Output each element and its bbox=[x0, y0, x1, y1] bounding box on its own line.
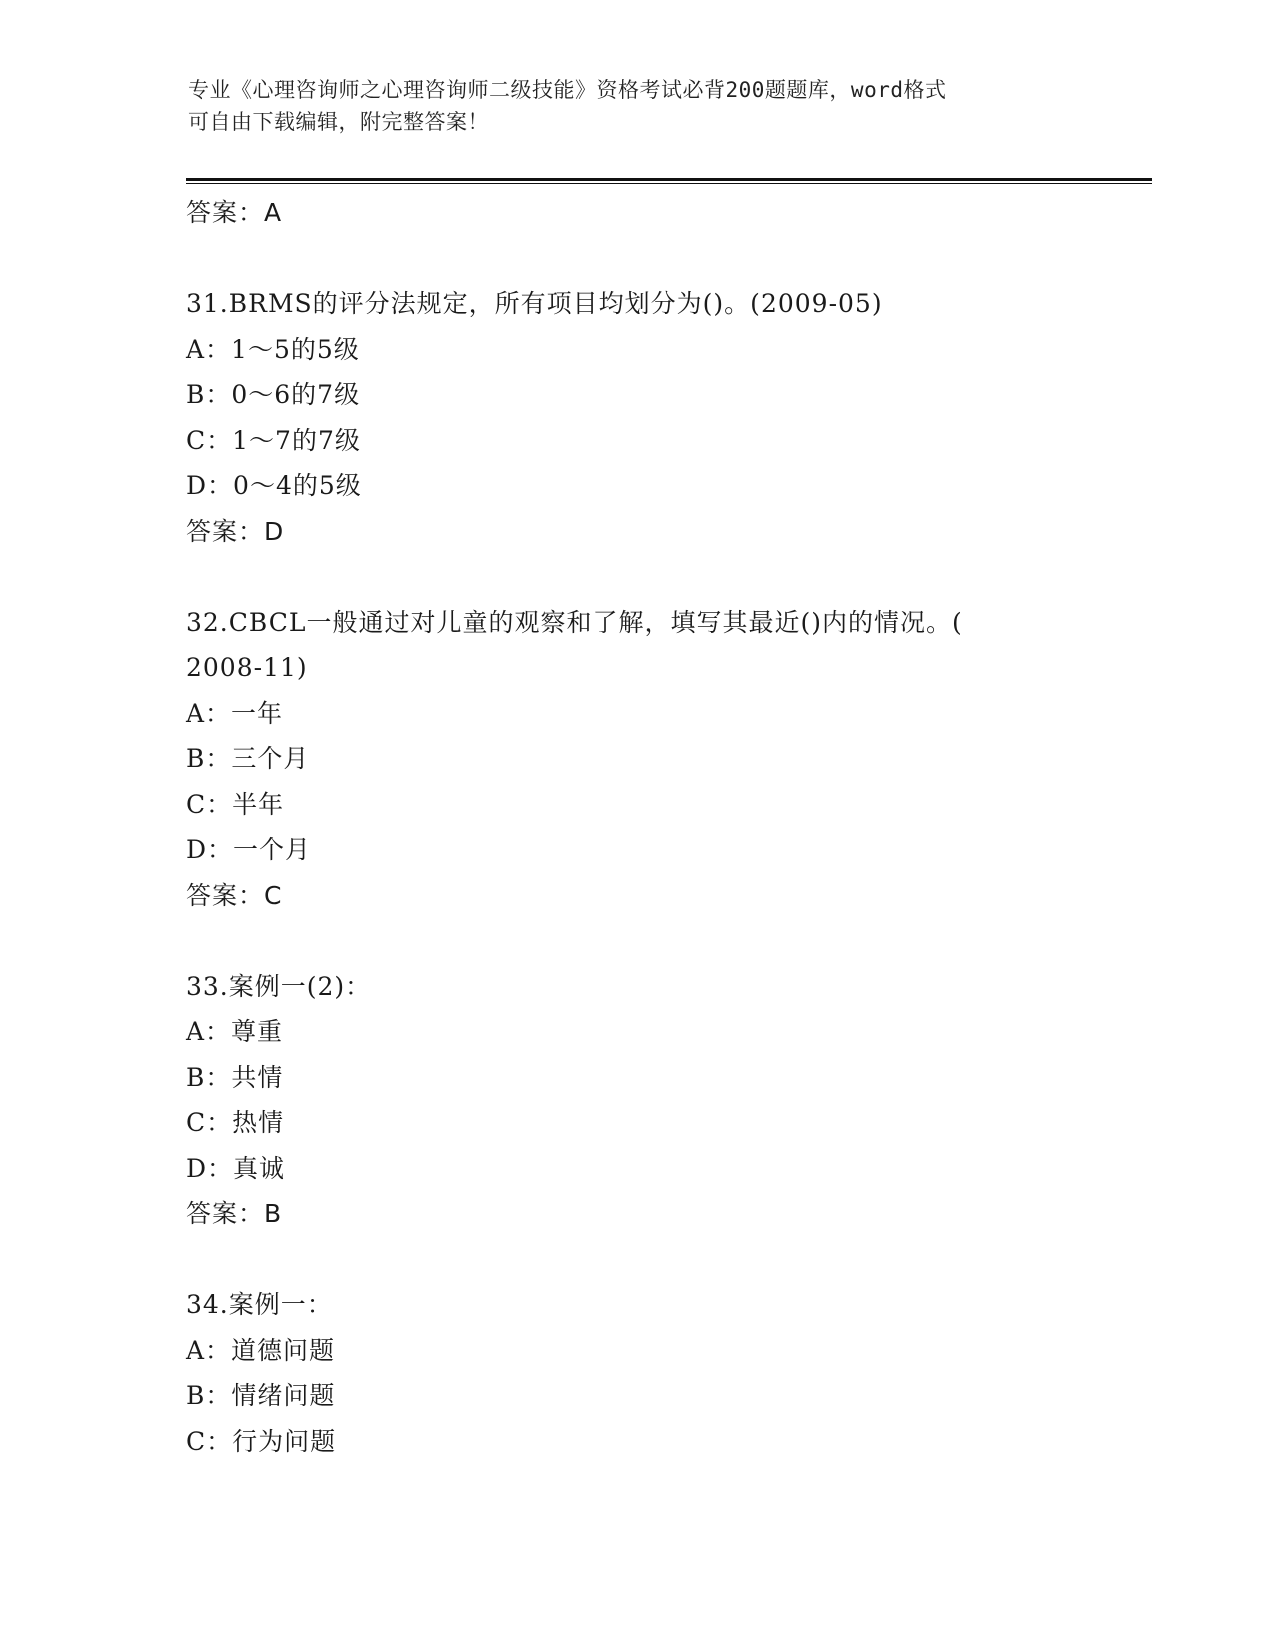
header-rule-thick bbox=[186, 178, 1152, 181]
option-c: C：行为问题 bbox=[186, 1426, 337, 1456]
option-c: C：热情 bbox=[186, 1108, 285, 1137]
option-a: A：尊重 bbox=[186, 1017, 284, 1046]
option-d: D：一个月 bbox=[186, 835, 312, 864]
option-a: A：一年 bbox=[186, 698, 284, 728]
option-a: A：1～5的5级 bbox=[186, 334, 360, 364]
question-block bbox=[186, 964, 1086, 1237]
spacer bbox=[186, 1237, 1086, 1283]
question-block bbox=[186, 1282, 1086, 1464]
question-stem: 31.BRMS的评分法规定，所有项目均划分为()。(2009-05) bbox=[186, 289, 883, 318]
option-b: B：三个月 bbox=[186, 744, 310, 773]
spacer bbox=[186, 236, 1086, 282]
question-stem-continued: 2008-11) bbox=[186, 653, 308, 682]
option-a: A：道德问题 bbox=[186, 1335, 336, 1365]
question-block bbox=[186, 281, 1086, 554]
question-stem: 32.CBCL一般通过对儿童的观察和了解，填写其最近()内的情况。( bbox=[186, 607, 963, 637]
question-stem: 33.案例一(2)： bbox=[186, 971, 372, 1001]
option-c: C：1～7的7级 bbox=[186, 425, 361, 455]
option-d: D：真诚 bbox=[186, 1153, 286, 1183]
header-line-2: 可自由下载编辑，附完整答案！ bbox=[188, 110, 489, 134]
option-b: B：情绪问题 bbox=[186, 1381, 336, 1410]
question-stem: 34.案例一： bbox=[186, 1290, 333, 1319]
answer-line: 答案：C bbox=[186, 880, 283, 910]
option-b: B：0～6的7级 bbox=[186, 380, 361, 409]
answer-line: 答案：A bbox=[186, 198, 283, 227]
option-c: C：半年 bbox=[186, 789, 285, 819]
header-rule-thin bbox=[186, 183, 1152, 184]
answer-line: 答案：D bbox=[186, 516, 285, 546]
option-b: B：共情 bbox=[186, 1062, 284, 1092]
question-list bbox=[186, 190, 1086, 1464]
option-d: D：0～4的5级 bbox=[186, 471, 362, 500]
document-header bbox=[188, 74, 1088, 138]
header-line-1: 专业《心理咨询师之心理咨询师二级技能》资格考试必背200题题库，word格式 bbox=[188, 78, 947, 102]
answer-line: 答案：B bbox=[186, 1199, 283, 1228]
spacer bbox=[186, 554, 1086, 600]
question-block bbox=[186, 600, 1086, 919]
spacer bbox=[186, 918, 1086, 964]
